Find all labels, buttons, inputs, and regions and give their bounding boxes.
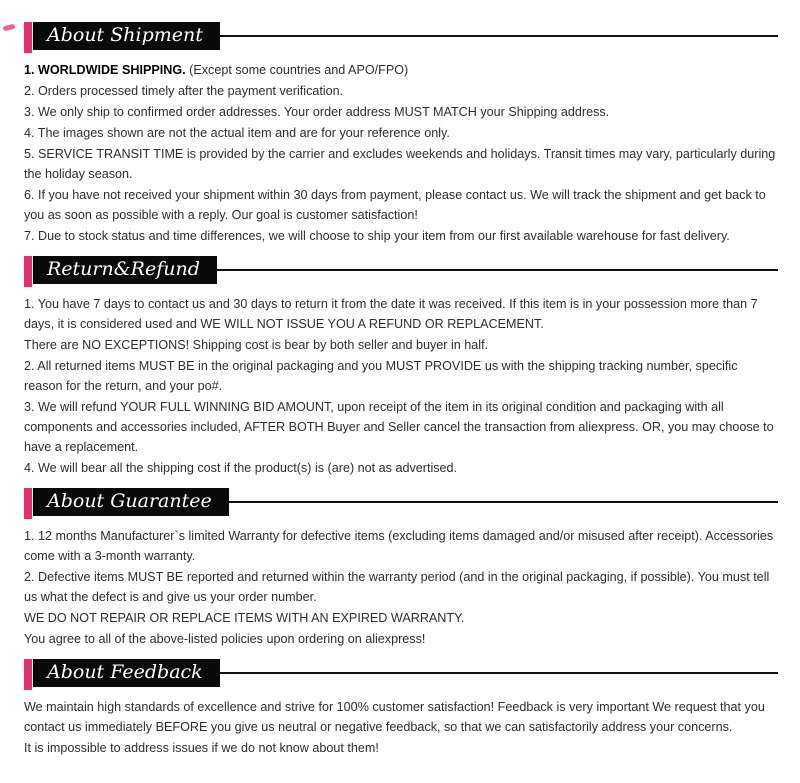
accent-bar xyxy=(24,256,32,287)
section-header xyxy=(24,488,778,519)
section-header xyxy=(24,256,778,287)
paragraph-text: 5. SERVICE TRANSIT TIME is provided by the carrier and excludes weekends and holidays. Transit times may vary, particularly during the holiday season. xyxy=(24,147,776,181)
corner-mark xyxy=(3,24,16,32)
accent-bar xyxy=(24,22,32,53)
policy-section xyxy=(24,488,778,649)
header-divider-line xyxy=(229,501,778,503)
paragraph-text: You agree to all of the above-listed policies upon ordering on aliexpress! xyxy=(24,632,426,646)
paragraph-text: WE DO NOT REPAIR OR REPLACE ITEMS WITH AN EXPIRED WARRANTY. xyxy=(24,611,465,625)
section-header xyxy=(24,659,778,690)
paragraph-text: 1. You have 7 days to contact us and 30 days to return it from the date it was received. If this item is in your possession more than 7 days, it is considered used and WE WILL NOT ISSUE YOU A REFUND OR REPLACEMENT. xyxy=(24,297,758,331)
policy-paragraph xyxy=(24,102,778,122)
section-title: About Guarantee xyxy=(33,488,229,516)
policy-paragraph xyxy=(24,526,778,566)
policy-paragraph xyxy=(24,356,778,396)
policy-section xyxy=(24,659,778,758)
policy-page xyxy=(0,22,800,783)
policy-paragraph xyxy=(24,294,778,334)
policy-paragraph xyxy=(24,123,778,143)
accent-bar xyxy=(24,659,32,690)
section-paragraphs xyxy=(24,697,778,758)
policy-paragraph xyxy=(24,738,778,758)
paragraph-lead-bold: 1. WORLDWIDE SHIPPING. xyxy=(24,63,186,77)
header-divider-line xyxy=(217,269,778,271)
policy-section xyxy=(24,256,778,478)
section-header xyxy=(24,22,778,53)
section-title: Return&Refund xyxy=(33,256,217,284)
paragraph-text: 3. We will refund YOUR FULL WINNING BID AMOUNT, upon receipt of the item in its original condition and packaging with all components and accessories included, AFTER BOTH Buyer and Seller cancel the transaction from aliexpress. OR, you may choose to have a replacement. xyxy=(24,400,774,454)
policy-paragraph xyxy=(24,397,778,457)
paragraph-text: We maintain high standards of excellence and strive for 100% customer satisfaction! Feedback is very important We request that you contact us immediately BEFORE you give us neutral or negative feedback, so that we can satisfactorily address your concerns. xyxy=(24,700,765,734)
section-title: About Feedback xyxy=(33,659,220,687)
policy-paragraph xyxy=(24,226,778,246)
header-divider-line xyxy=(220,672,778,674)
policy-paragraph xyxy=(24,144,778,184)
policy-paragraph xyxy=(24,608,778,628)
section-paragraphs xyxy=(24,294,778,478)
policy-paragraph xyxy=(24,60,778,80)
paragraph-text: 7. Due to stock status and time differences, we will choose to ship your item from our first available warehouse for fast delivery. xyxy=(24,229,730,243)
paragraph-text: There are NO EXCEPTIONS! Shipping cost is bear by both seller and buyer in half. xyxy=(24,338,489,352)
policy-section xyxy=(24,22,778,246)
policy-paragraph xyxy=(24,81,778,101)
policy-sections xyxy=(24,22,778,758)
paragraph-text: (Except some countries and APO/FPO) xyxy=(185,63,409,77)
accent-bar xyxy=(24,488,32,519)
section-paragraphs xyxy=(24,60,778,246)
policy-paragraph xyxy=(24,185,778,225)
paragraph-text: It is impossible to address issues if we do not know about them! xyxy=(24,741,379,755)
section-paragraphs xyxy=(24,526,778,649)
paragraph-text: 3. We only ship to confirmed order addresses. Your order address MUST MATCH your Shipping address. xyxy=(24,105,610,119)
policy-paragraph xyxy=(24,629,778,649)
header-divider-line xyxy=(220,35,778,37)
policy-paragraph xyxy=(24,567,778,607)
paragraph-text: 4. The images shown are not the actual item and are for your reference only. xyxy=(24,126,450,140)
paragraph-text: 2. Orders processed timely after the payment verification. xyxy=(24,84,344,98)
policy-paragraph xyxy=(24,697,778,737)
paragraph-text: 2. Defective items MUST BE reported and returned within the warranty period (and in the original packaging, if possible). You must tell us what the defect is and give us your order number. xyxy=(24,570,770,604)
paragraph-text: 1. 12 months Manufacturer`s limited Warranty for defective items (excluding items damaged and/or misused after receipt). Accessories come with a 3-month warranty. xyxy=(24,529,774,563)
paragraph-text: 2. All returned items MUST BE in the original packaging and you MUST PROVIDE us with the shipping tracking number, specific reason for the return, and your po#. xyxy=(24,359,738,393)
section-title: About Shipment xyxy=(33,22,220,50)
paragraph-text: 4. We will bear all the shipping cost if the product(s) is (are) not as advertised. xyxy=(24,461,458,475)
paragraph-text: 6. If you have not received your shipment within 30 days from payment, please contact us. We will track the shipment and get back to you as soon as possible with a reply. Our goal is customer satisfaction! xyxy=(24,188,766,222)
policy-paragraph xyxy=(24,458,778,478)
policy-paragraph xyxy=(24,335,778,355)
